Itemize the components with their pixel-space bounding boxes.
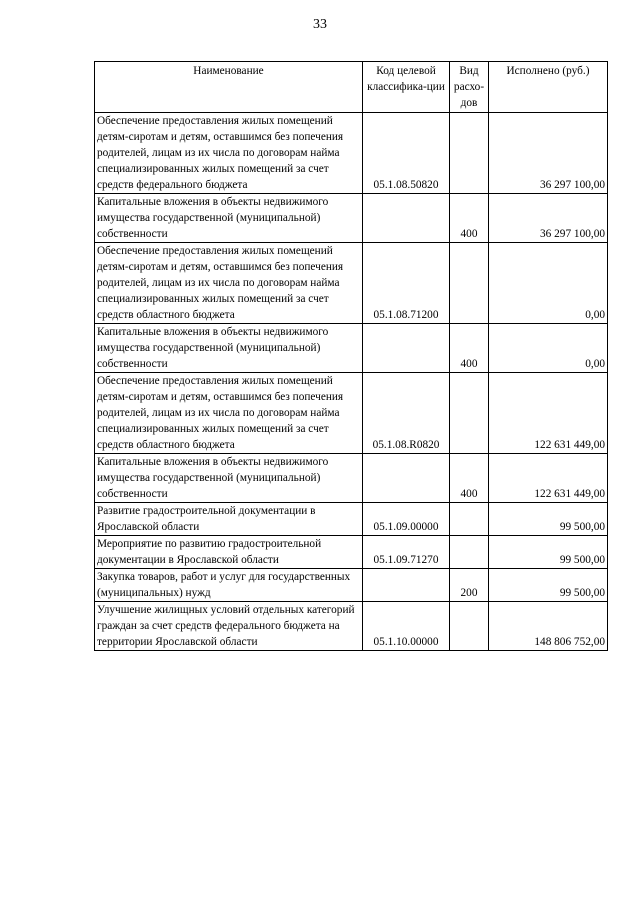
row-code: 05.1.08.R0820: [363, 373, 450, 454]
table-row: [95, 373, 608, 454]
row-name: Капитальные вложения в объекты недвижимого имущества государственной (муниципальной) собственности: [95, 194, 363, 243]
page-number: 33: [313, 17, 327, 32]
row-code: [363, 194, 450, 243]
header-amount: Исполнено (руб.): [489, 62, 608, 113]
row-amount: 99 500,00: [489, 536, 608, 569]
table-row: [95, 243, 608, 324]
table-row: [95, 569, 608, 602]
header-kind: Вид расхо-дов: [450, 62, 489, 113]
row-name: Мероприятие по развитию градостроительной документации в Ярославской области: [95, 536, 363, 569]
header-row: [95, 62, 608, 113]
row-code: 05.1.10.00000: [363, 602, 450, 651]
row-name: Обеспечение предоставления жилых помещений детям-сиротам и детям, оставшимся без попечения родителей, лицам из их числа по договорам найма специализированных жилых помещений за счет средств федерального бюджета: [95, 113, 363, 194]
row-kind: [450, 113, 489, 194]
table-row: [95, 536, 608, 569]
row-code: 05.1.08.50820: [363, 113, 450, 194]
header-name: Наименование: [95, 62, 363, 113]
row-code: 05.1.08.71200: [363, 243, 450, 324]
row-kind: [450, 536, 489, 569]
table-row: [95, 454, 608, 503]
row-amount: 0,00: [489, 324, 608, 373]
row-kind: 400: [450, 324, 489, 373]
row-amount: 36 297 100,00: [489, 194, 608, 243]
row-code: 05.1.09.71270: [363, 536, 450, 569]
row-kind: [450, 243, 489, 324]
row-name: Обеспечение предоставления жилых помещений детям-сиротам и детям, оставшимся без попечения родителей, лицам из их числа по договорам найма специализированных жилых помещений за счет средств областного бюджета: [95, 243, 363, 324]
table-row: [95, 194, 608, 243]
row-kind: [450, 373, 489, 454]
row-code: [363, 324, 450, 373]
row-kind: 400: [450, 454, 489, 503]
table-row: [95, 324, 608, 373]
row-name: Капитальные вложения в объекты недвижимого имущества государственной (муниципальной) собственности: [95, 324, 363, 373]
row-amount: 148 806 752,00: [489, 602, 608, 651]
row-name: Закупка товаров, работ и услуг для государственных (муниципальных) нужд: [95, 569, 363, 602]
row-amount: 122 631 449,00: [489, 373, 608, 454]
table-row: [95, 503, 608, 536]
table-row: [95, 113, 608, 194]
row-amount: 36 297 100,00: [489, 113, 608, 194]
row-amount: 99 500,00: [489, 569, 608, 602]
row-kind: 400: [450, 194, 489, 243]
budget-table: [94, 61, 608, 651]
row-amount: 99 500,00: [489, 503, 608, 536]
row-name: Улучшение жилищных условий отдельных категорий граждан за счет средств федерального бюджета на территории Ярославской области: [95, 602, 363, 651]
row-name: Развитие градостроительной документации в Ярославской области: [95, 503, 363, 536]
table-row: [95, 602, 608, 651]
row-amount: 122 631 449,00: [489, 454, 608, 503]
row-kind: [450, 503, 489, 536]
row-code: 05.1.09.00000: [363, 503, 450, 536]
row-amount: 0,00: [489, 243, 608, 324]
row-name: Обеспечение предоставления жилых помещений детям-сиротам и детям, оставшимся без попечения родителей, лицам из их числа по договорам найма специализированных жилых помещений за счет средств областного бюджета: [95, 373, 363, 454]
row-kind: 200: [450, 569, 489, 602]
header-code: Код целевой классифика-ции: [363, 62, 450, 113]
row-code: [363, 569, 450, 602]
row-code: [363, 454, 450, 503]
row-kind: [450, 602, 489, 651]
row-name: Капитальные вложения в объекты недвижимого имущества государственной (муниципальной) собственности: [95, 454, 363, 503]
